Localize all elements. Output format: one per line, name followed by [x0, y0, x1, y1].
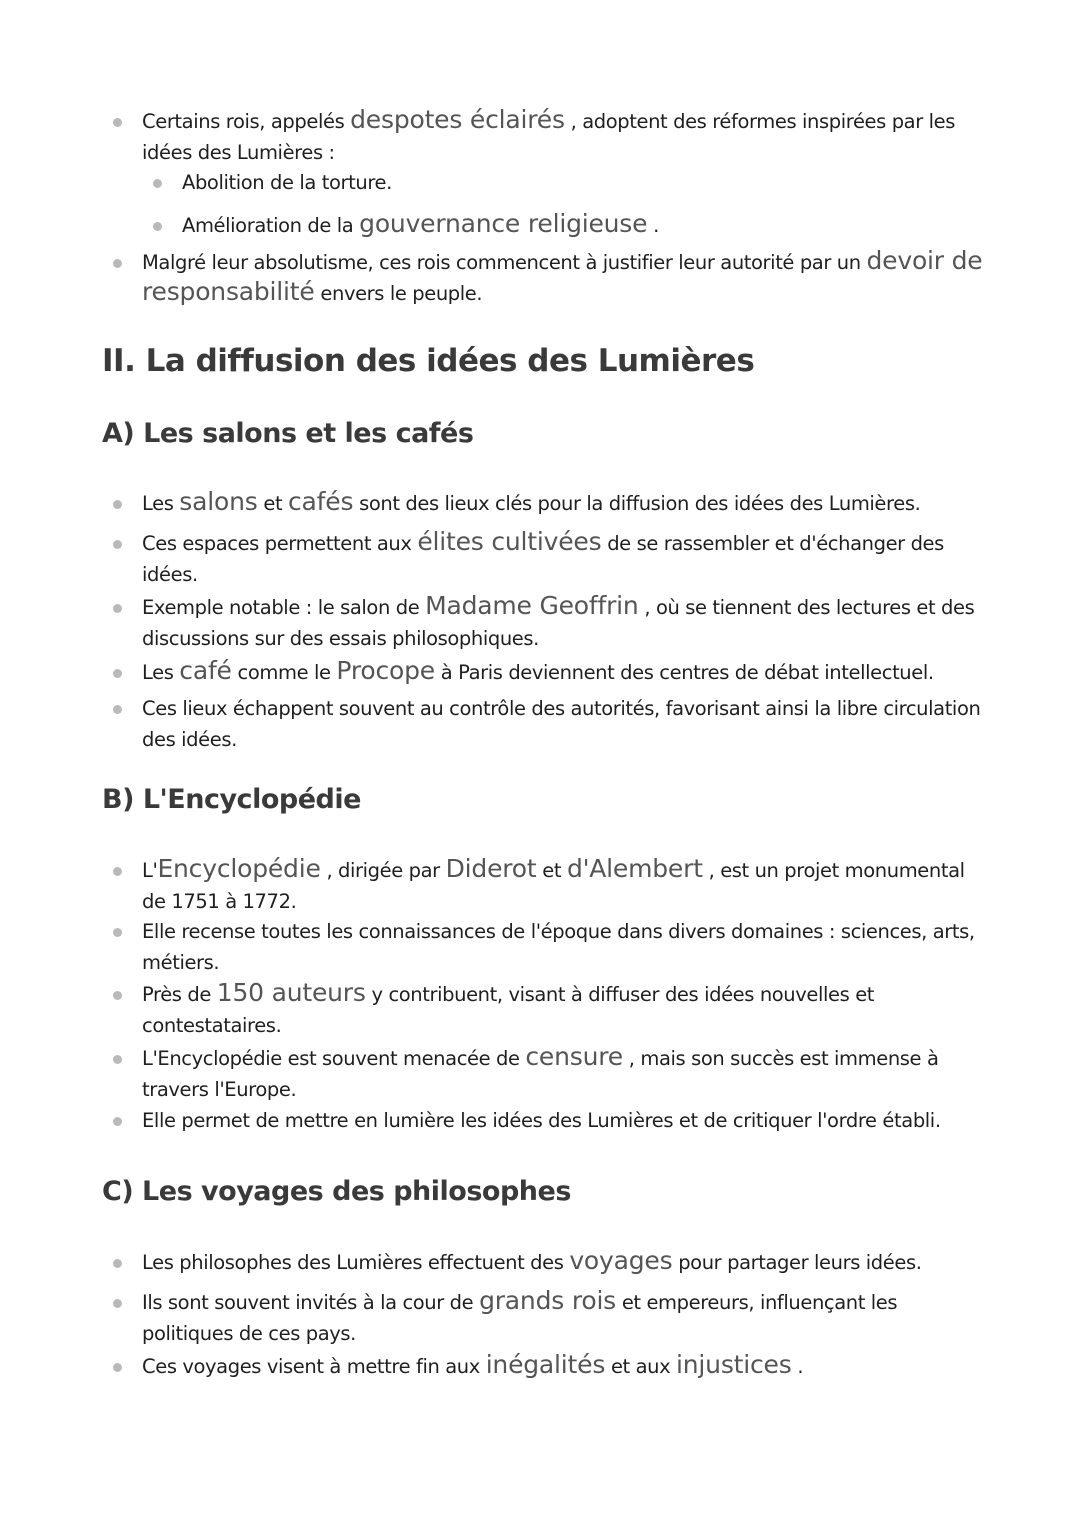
- bullet-icon: [113, 928, 122, 937]
- text-segment: Près de: [142, 983, 217, 1006]
- list-item: [142, 855, 992, 917]
- key-term: gouvernance religieuse: [359, 209, 648, 238]
- bullet-icon: [113, 500, 122, 509]
- text-segment: , adoptent des réformes inspirées par les idées des Lumières :: [142, 110, 956, 164]
- key-term: 150 auteurs: [216, 978, 366, 1007]
- list-item: [142, 657, 992, 688]
- text-segment: .: [791, 1355, 804, 1378]
- text-segment: Les: [142, 492, 180, 515]
- bullet-icon: [113, 1055, 122, 1064]
- section-heading: II. La diffusion des idées des Lumières: [102, 343, 755, 379]
- bullet-icon: [113, 1117, 122, 1126]
- list-item: [142, 247, 992, 309]
- key-term: Diderot: [445, 854, 537, 883]
- text-segment: Certains rois, appelés: [142, 110, 351, 133]
- bullet-icon: [113, 867, 122, 876]
- key-term: Encyclopédie: [157, 854, 321, 883]
- list-item: [142, 1105, 992, 1136]
- bullet-icon: [113, 669, 122, 678]
- text-segment: .: [647, 214, 659, 237]
- bullet-icon: [113, 259, 122, 268]
- text-segment: Abolition de la torture.: [182, 171, 392, 194]
- text-segment: envers le peuple.: [314, 282, 483, 305]
- bullet-icon: [113, 118, 122, 127]
- text-segment: Elle recense toutes les connaissances de l'époque dans divers domaines : sciences, arts, métiers.: [142, 920, 975, 974]
- list-item: [142, 916, 992, 978]
- text-segment: et aux: [605, 1355, 677, 1378]
- text-segment: Les: [142, 661, 180, 684]
- key-term: injustices: [676, 1350, 792, 1379]
- sub-list-item: [182, 210, 1032, 241]
- bullet-icon: [113, 705, 122, 714]
- text-segment: Ces lieux échappent souvent au contrôle des autorités, favorisant ainsi la libre circulation des idées.: [142, 697, 981, 751]
- text-segment: de se rassembler et d'échanger des idées.: [142, 532, 944, 586]
- text-segment: , dirigée par: [320, 859, 446, 882]
- bullet-icon: [113, 540, 122, 549]
- subsection-heading: B) L'Encyclopédie: [102, 784, 361, 815]
- bullet-icon: [113, 1299, 122, 1308]
- list-item: [142, 1043, 992, 1105]
- bullet-icon: [153, 179, 162, 188]
- list-item: [142, 106, 992, 168]
- bullet-icon: [113, 604, 122, 613]
- text-segment: Amélioration de la: [182, 214, 360, 237]
- list-item: [142, 693, 992, 755]
- key-term: cafés: [288, 487, 354, 516]
- text-segment: , où se tiennent des lectures et des discussions sur des essais philosophiques.: [142, 596, 975, 650]
- text-segment: Malgré leur absolutisme, ces rois commencent à justifier leur autorité par un: [142, 251, 867, 274]
- key-term: inégalités: [485, 1350, 606, 1379]
- list-item: [142, 592, 992, 654]
- key-term: café: [179, 656, 232, 685]
- key-term: salons: [179, 487, 258, 516]
- text-segment: , mais son succès est immense à travers l'Europe.: [142, 1047, 939, 1101]
- key-term: grands rois: [479, 1286, 617, 1315]
- bullet-icon: [153, 222, 162, 231]
- text-segment: pour partager leurs idées.: [672, 1251, 922, 1274]
- text-segment: et: [257, 492, 288, 515]
- text-segment: Ces voyages visent à mettre fin aux: [142, 1355, 486, 1378]
- list-item: [142, 979, 992, 1041]
- subsection-heading: A) Les salons et les cafés: [102, 418, 474, 449]
- list-item: [142, 488, 992, 519]
- key-term: despotes éclairés: [350, 105, 565, 134]
- sub-list-item: [182, 167, 1032, 198]
- text-segment: Elle permet de mettre en lumière les idées des Lumières et de critiquer l'ordre établi.: [142, 1109, 941, 1132]
- text-segment: y contribuent, visant à diffuser des idées nouvelles et contestataires.: [142, 983, 875, 1037]
- text-segment: , est un projet monumental de 1751 à 1772.: [142, 859, 965, 913]
- key-term: voyages: [569, 1246, 673, 1275]
- text-segment: et: [536, 859, 567, 882]
- text-segment: Ils sont souvent invités à la cour de: [142, 1291, 480, 1314]
- text-segment: L': [142, 859, 158, 882]
- list-item: [142, 1287, 992, 1349]
- text-segment: et empereurs, influençant les politiques de ces pays.: [142, 1291, 898, 1345]
- bullet-icon: [113, 1363, 122, 1372]
- list-item: [142, 1247, 992, 1278]
- text-segment: Exemple notable : le salon de: [142, 596, 426, 619]
- list-item: [142, 528, 992, 590]
- text-segment: à Paris deviennent des centres de débat intellectuel.: [434, 661, 934, 684]
- text-segment: L'Encyclopédie est souvent menacée de: [142, 1047, 526, 1070]
- text-segment: Les philosophes des Lumières effectuent des: [142, 1251, 570, 1274]
- key-term: Procope: [336, 656, 435, 685]
- text-segment: comme le: [231, 661, 337, 684]
- key-term: Madame Geoffrin: [425, 591, 639, 620]
- text-segment: Ces espaces permettent aux: [142, 532, 418, 555]
- key-term: élites cultivées: [417, 527, 602, 556]
- key-term: censure: [525, 1042, 623, 1071]
- key-term: d'Alembert: [566, 854, 703, 883]
- text-segment: sont des lieux clés pour la diffusion des idées des Lumières.: [353, 492, 921, 515]
- bullet-icon: [113, 991, 122, 1000]
- subsection-heading: C) Les voyages des philosophes: [102, 1176, 571, 1207]
- bullet-icon: [113, 1259, 122, 1268]
- key-term: devoir de responsabilité: [142, 246, 983, 306]
- list-item: [142, 1351, 992, 1382]
